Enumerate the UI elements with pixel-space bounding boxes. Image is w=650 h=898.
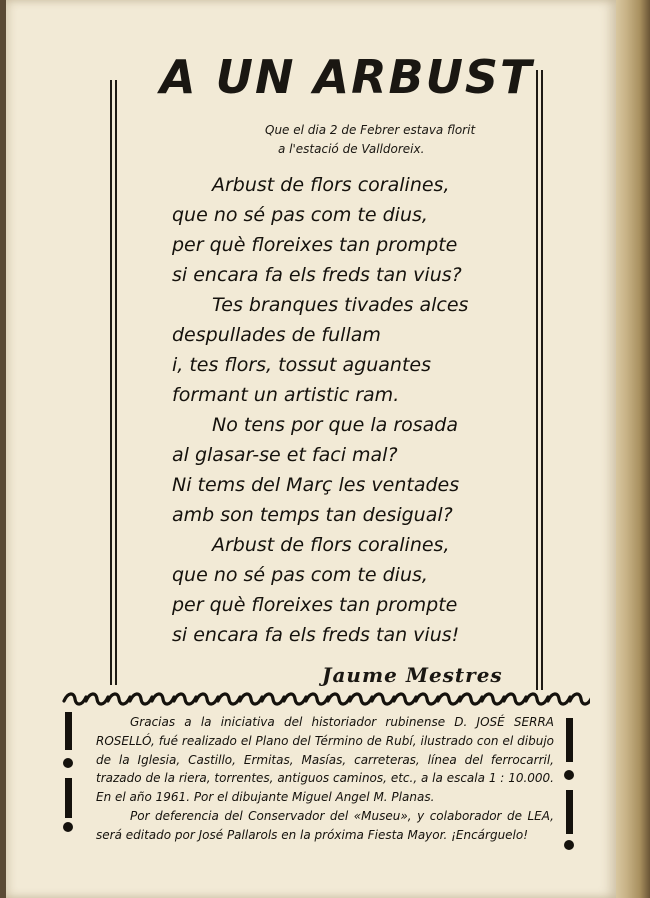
note-paragraph: Gracias a la iniciativa del historiador rubinense D. JOSÉ SERRA ROSELLÓ, fué realizado el Plano del Término de Rubí, ilustrado con el dibujo de la Iglesia, Castillo, Ermitas, Masías, carreteras, línea del ferrocarril, trazado de la riera, torrentes, antiguos caminos, etc., a la escala 1 : 10.000. En el año 1961. Por el dibujante Miguel Angel M. Planas. xyxy=(96,715,554,805)
page-edge-right xyxy=(616,0,650,898)
poem-title: A UN ARBUST xyxy=(160,50,534,104)
right-exclamation-mark xyxy=(563,718,577,858)
verse: formant un artistic ram. xyxy=(172,384,400,406)
verse: i, tes flors, tossut aguantes xyxy=(172,354,431,376)
stanza xyxy=(172,530,492,650)
verse: si encara fa els freds tan vius? xyxy=(172,264,462,286)
author-signature: Jaume Mestres xyxy=(322,663,503,687)
verse: que no sé pas com te dius, xyxy=(172,564,428,586)
dedication-line: a l'estació de Valldoreix. xyxy=(278,142,425,156)
wave-ornament xyxy=(64,694,590,704)
verse: per què floreixes tan prompte xyxy=(172,234,458,256)
verse: Arbust de flors coralines, xyxy=(212,174,450,196)
verse: despullades de fullam xyxy=(172,324,381,346)
verse: al glasar-se et faci mal? xyxy=(172,444,398,466)
stanza xyxy=(172,170,492,290)
poem-body xyxy=(172,170,492,650)
verse: No tens por que la rosada xyxy=(212,414,459,436)
verse: si encara fa els freds tan vius! xyxy=(172,624,460,646)
ornamental-divider xyxy=(62,690,590,708)
note-paragraph: Por deferencia del Conservador del «Museu», y colaborador de LEA, será editado por José Pallarols en la próxima Fiesta Mayor. ¡Encárguelo! xyxy=(96,808,554,842)
verse: que no sé pas com te dius, xyxy=(172,204,428,226)
verse: Ni tems del Març les ventades xyxy=(172,474,460,496)
left-exclamation-mark xyxy=(62,712,76,832)
stanza xyxy=(172,410,492,530)
verse: Arbust de flors coralines, xyxy=(212,534,450,556)
verse: Tes branques tivades alces xyxy=(212,294,469,316)
right-border-rules xyxy=(536,70,546,690)
announcement-note xyxy=(96,713,554,845)
dedication-line: Que el dia 2 de Febrer estava florit xyxy=(265,123,476,137)
verse: per què floreixes tan prompte xyxy=(172,594,458,616)
verse: amb son temps tan desigual? xyxy=(172,504,453,526)
poem-dedication xyxy=(265,121,525,159)
left-border-rules xyxy=(110,80,120,685)
stanza xyxy=(172,290,492,410)
